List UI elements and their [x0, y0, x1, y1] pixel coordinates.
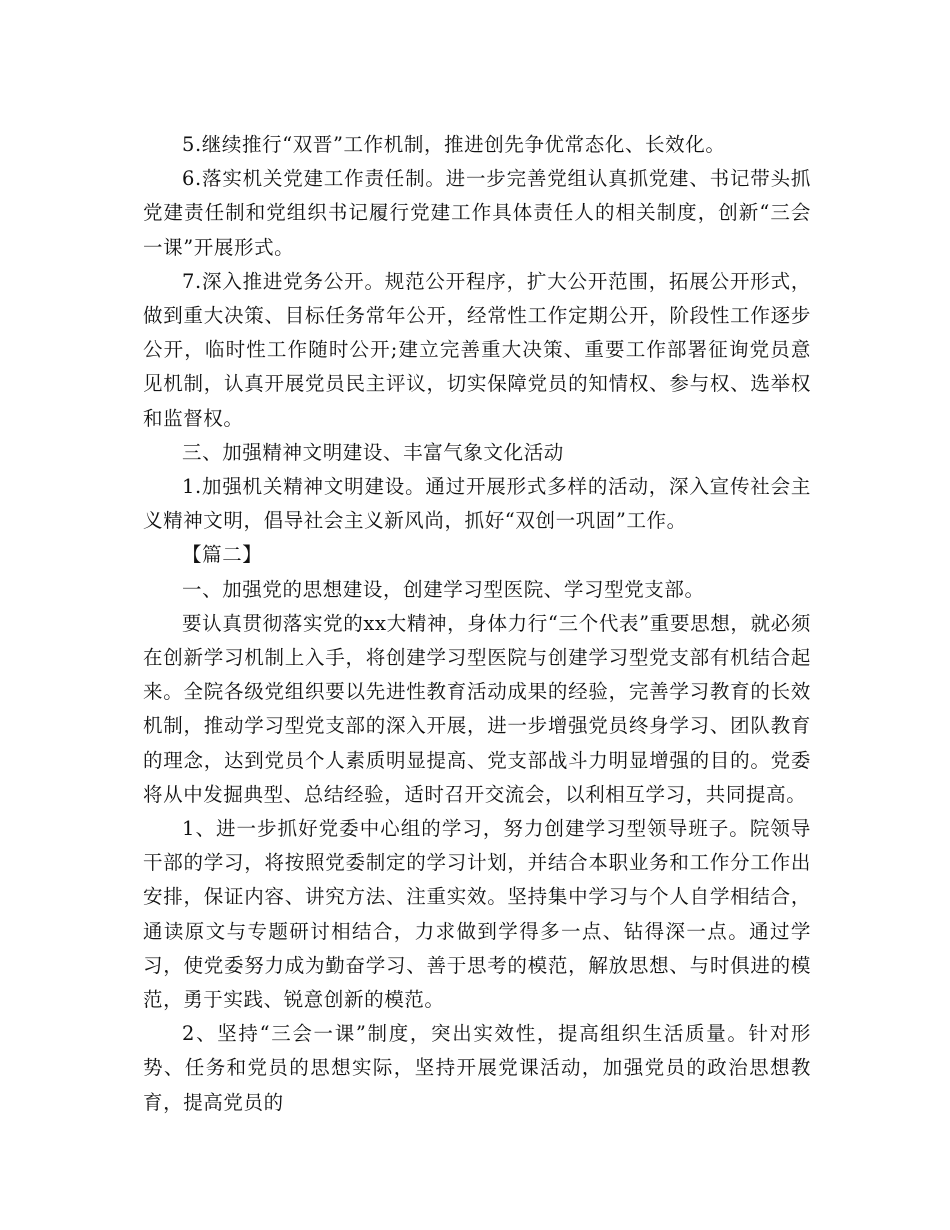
paragraph: 要认真贯彻落实党的xx大精神，身体力行“三个代表”重要思想，就必须在创新学习机制上入手，将创建学习型医院与创建学习型党支部有机结合起来。全院各级党组织要以先进性教育活动成果的经验，完善学习教育的长效机制，推动学习型党支部的深入开展，进一步增强党员终身学习、团队教育的理念，达到党员个人素质明显提高、党支部战斗力明显增强的目的。党委将从中发掘典型、总结经验，适时召开交流会，以利相互学习，共同提高。	[143, 611, 811, 806]
paragraph: 1、进一步抓好党委中心组的学习，努力创建学习型领导班子。院领导干部的学习，将按照党委制定的学习计划，并结合本职业务和工作分工作出安排，保证内容、讲究方法、注重实效。坚持集中学习与个人自学相结合，通读原文与专题研讨相结合，力求做到学得多一点、钻得深一点。通过学习，使党委努力成为勤奋学习、善于思考的模范，解放思想、与时俱进的模范，勇于实践、锐意创新的模范。	[143, 817, 811, 1012]
paragraph: 7.深入推进党务公开。规范公开程序，扩大公开范围，拓展公开形式，做到重大决策、目标任务常年公开，经常性工作定期公开，阶段性工作逐步公开，临时性工作随时公开;建立完善重大决策、重要工作部署征询党员意见机制，认真开展党员民主评议，切实保障党员的知情权、参与权、选举权和监督权。	[143, 269, 811, 430]
paragraph: 2、坚持“三会一课”制度，突出实效性，提高组织生活质量。针对形势、任务和党员的思想实际，坚持开展党课活动，加强党员的政治思想教育，提高党员的	[143, 1022, 811, 1114]
section-heading: 一、加强党的思想建设，创建学习型医院、学习型党支部。	[182, 577, 705, 601]
part-heading: 【篇二】	[182, 543, 263, 567]
paragraph: 6.落实机关党建工作责任制。进一步完善党组认真抓党建、书记带头抓党建责任制和党组织书记履行党建工作具体责任人的相关制度，创新“三会一课”开展形式。	[143, 167, 811, 259]
paragraph: 5.继续推行“双晋”工作机制，推进创先争优常态化、长效化。	[182, 133, 726, 156]
document-body	[143, 128, 811, 1120]
section-heading: 三、加强精神文明建设、丰富气象文化活动	[182, 440, 564, 464]
paragraph: 1.加强机关精神文明建设。通过开展形式多样的活动，深入宣传社会主义精神文明，倡导社会主义新风尚，抓好“双创一巩固”工作。	[143, 475, 811, 533]
